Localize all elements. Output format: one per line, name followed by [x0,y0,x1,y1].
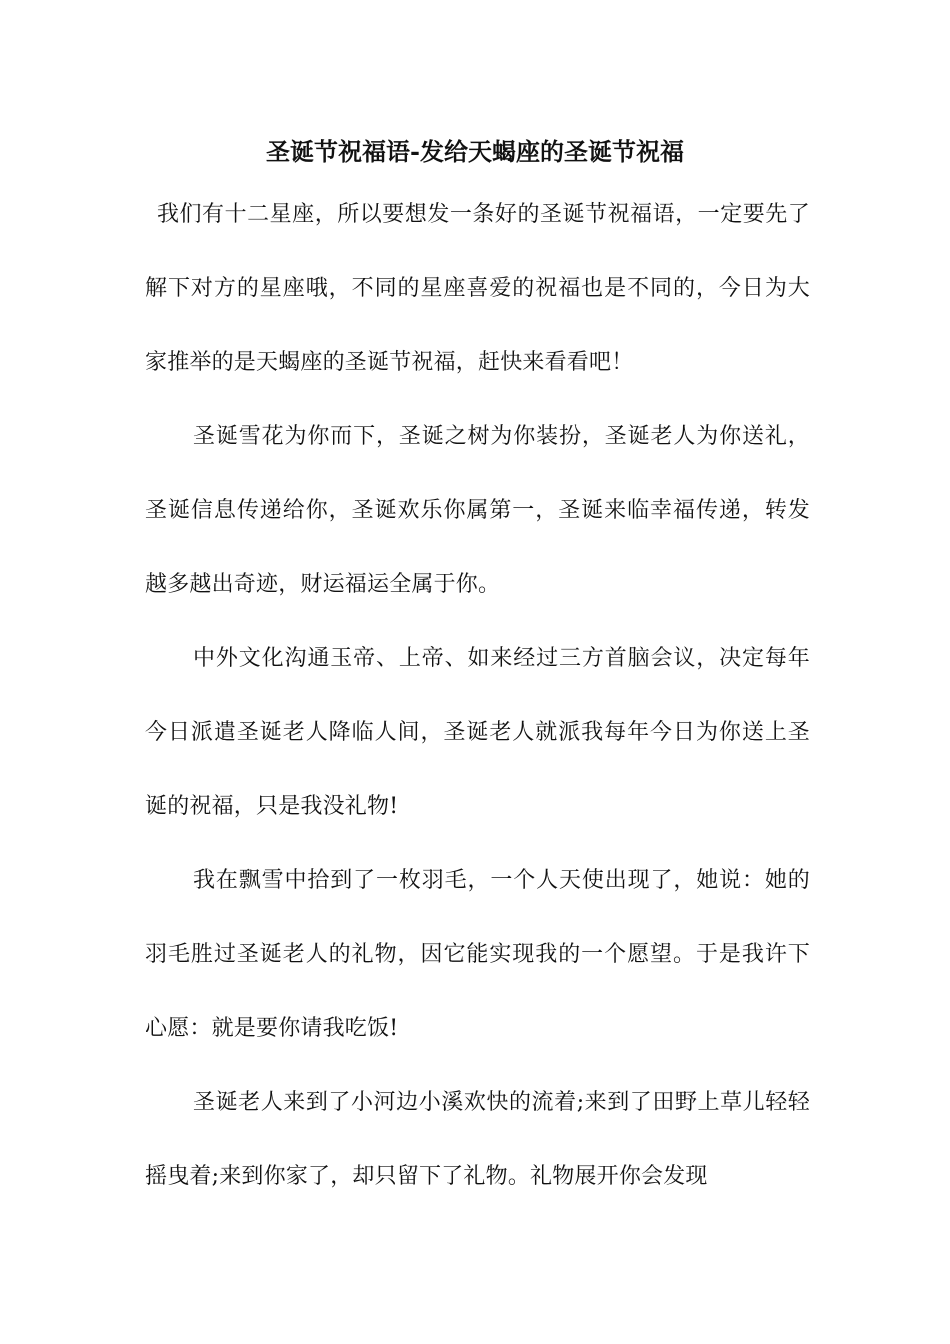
paragraph-snowflake-blessing: 圣诞雪花为你而下，圣诞之树为你装扮，圣诞老人为你送礼，圣诞信息传递给你，圣诞欢乐你属第一，圣诞来临幸福传递，转发越多越出奇迹，财运福运全属于你。 [145,424,810,597]
document-body [145,178,810,1214]
paragraph-santa-visit: 圣诞老人来到了小河边小溪欢快的流着;来到了田野上草儿轻轻摇曳着;来到你家了，却只留下了礼物。礼物展开你会发现 [145,1090,810,1189]
document-title: 圣诞节祝福语-发给天蝎座的圣诞节祝福 [266,137,684,166]
paragraph-intro: 我们有十二星座，所以要想发一条好的圣诞节祝福语，一定要先了解下对方的星座哦，不同的星座喜爱的祝福也是不同的，今日为大家推举的是天蝎座的圣诞节祝福，赶快来看看吧！ [145,202,810,375]
paragraph-summit-meeting: 中外文化沟通玉帝、上帝、如来经过三方首脑会议，决定每年今日派遣圣诞老人降临人间，圣诞老人就派我每年今日为你送上圣诞的祝福，只是我没礼物! [145,646,810,819]
paragraph-angel-feather: 我在飘雪中拾到了一枚羽毛，一个人天使出现了，她说：她的羽毛胜过圣诞老人的礼物，因它能实现我的一个愿望。于是我许下心愿：就是要你请我吃饭! [145,868,810,1041]
